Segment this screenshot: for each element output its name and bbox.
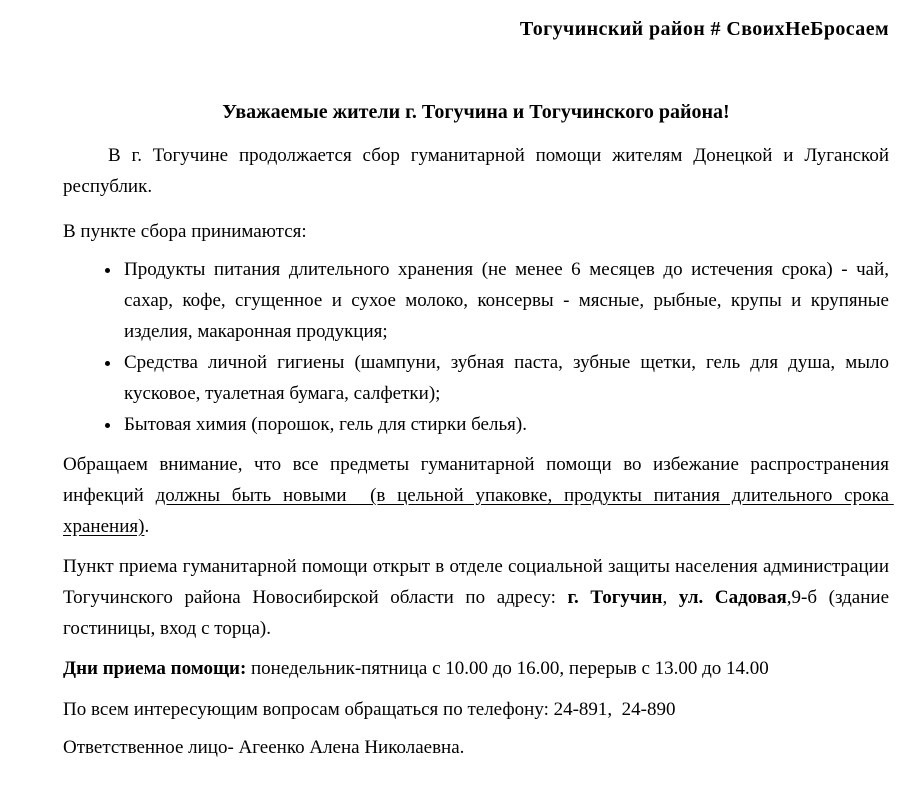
accepted-items-heading: В пункте сбора принимаются: [63,221,307,242]
text-segment: Дни приема помощи: [63,658,247,679]
text-segment: ул. Садовая [678,587,787,608]
text-segment: понедельник-пятница с 10.00 до 16.00, перерыв с 13.00 до 14.00 [246,658,769,679]
document-header-line: Тогучинский район # СвоихНеБросаем [519,18,889,40]
document-title: Уважаемые жители г. Тогучина и Тогучинского района! [222,101,730,123]
phone-contact-paragraph: По всем интересующим вопросам обращаться по телефону: 24-891, 24-890 [63,699,676,720]
text-segment: г. Тогучин [567,587,663,608]
text-segment: , [662,587,679,608]
text-segment: Обращаем внимание, что все предметы гуманитарной помощи во избежание распространения инфекций [63,454,894,506]
list-item: • Средства личной гигиены (шампуни, зубная паста, зубные щетки, гель для душа, мыло кусковое, туалетная бумага, салфетки); [122,347,889,409]
list-item: • Бытовая химия (порошок, гель для стирки белья). [122,409,889,440]
text-segment: Пункт приема гуманитарной помощи открыт в отделе социальной защиты населения администрации Тогучинского района Новосибирской области по адресу: [63,556,894,608]
notice-paragraph [63,449,894,542]
intro-paragraph: В г. Тогучине продолжается сбор гуманитарной помощи жителям Донецкой и Луганской республик. [63,145,894,197]
address-paragraph [63,551,894,644]
responsible-person-paragraph: Ответственное лицо- Агеенко Алена Николаевна. [63,737,465,758]
list-item: • Продукты питания длительного хранения (не менее 6 месяцев до истечения срока) - чай, сахар, кофе, сгущенное и сухое молоко, консервы - мясные, рыбные, крупы и крупяные изделия, макаронная продукция; [122,254,889,347]
text-segment: должны быть новыми (в цельной упаковке, продукты питания длительного срока хранения) [63,485,894,537]
accepted-items-list [63,254,889,440]
reception-days-paragraph [63,653,889,684]
text-segment: . [144,516,150,537]
text-segment: ,9-б (здание гостиницы, вход с торца). [63,587,894,639]
